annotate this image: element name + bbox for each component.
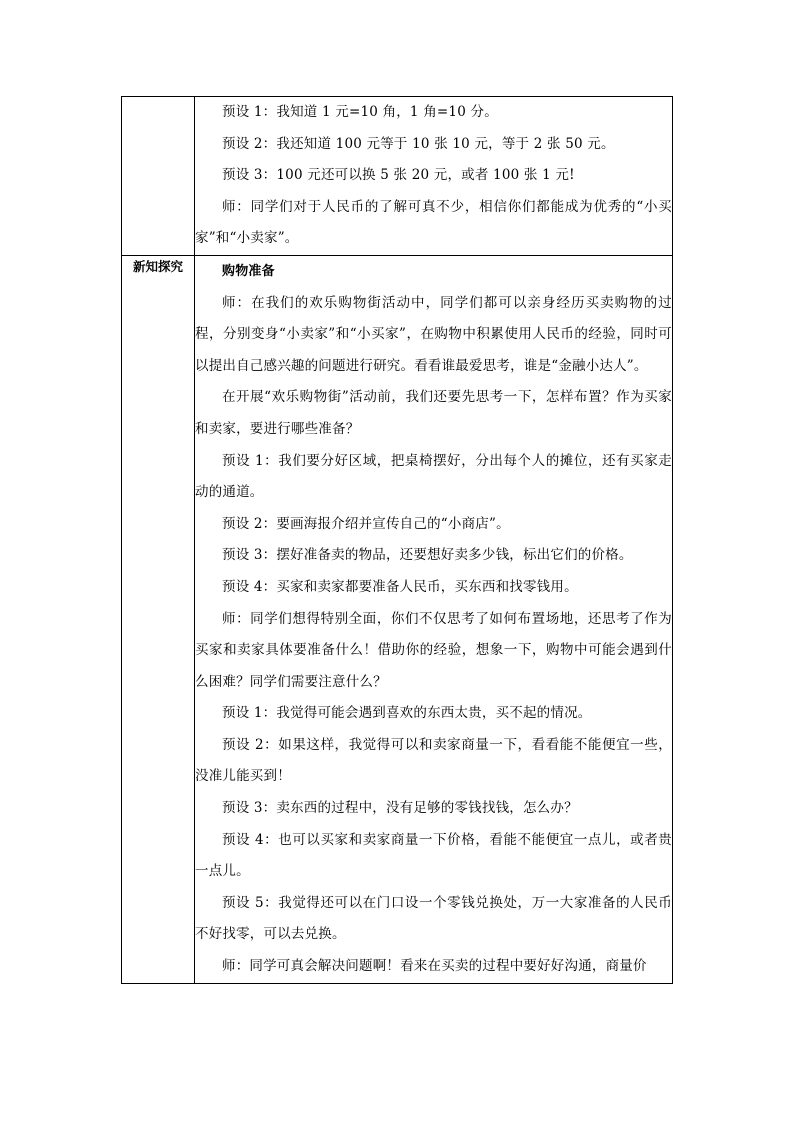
row-label-cell [122,255,195,983]
paragraph: 预设 1：我知道 1 元=10 角，1 角=10 分。 [222,104,498,120]
table-row [122,255,673,983]
paragraph: 预设 3：100 元还可以换 5 张 20 元，或者 100 张 1 元! [222,167,575,184]
section-heading: 购物准备 [222,263,275,279]
paragraph: 预设 1：我们要分好区域，把桌椅摆好，分出每个人的摊位，还有买家走动的通道。 [195,452,672,501]
paragraph: 预设 1：我觉得可能会遇到喜欢的东西太贵，买不起的情况。 [222,705,592,722]
paragraph: 师：同学们想得特别全面，你们不仅思考了如何布置场地，还思考了作为买家和卖家具体要准备什么！借助你的经验，想象一下，购物中可能会遇到什么困难？同学们需要注意什么？ [195,610,672,690]
paragraph: 师：同学可真会解决问题啊！看来在买卖的过程中要好好沟通，商量价 [222,958,647,975]
table-row [122,97,673,256]
paragraph: 师：在我们的欢乐购物街活动中，同学们都可以亲身经历买卖购物的过程，分别变身“小卖家”和“小买家”，在购物中积累使用人民币的经验，同时可以提出自己感兴趣的问题进行研究。看看谁最爱思考，谁是“金融小达人”。 [195,294,672,374]
paragraph: 预设 5：我觉得还可以在门口设一个零钱兑换处，万一大家准备的人民币不好找零，可以去兑换。 [195,894,672,943]
row-label-cell [122,97,195,256]
row-label: 新知探究 [132,258,183,274]
paragraph: 预设 2：要画海报介绍并宣传自己的“小商店”。 [222,515,510,532]
paragraph: 预设 3：卖东西的过程中，没有足够的零钱找钱，怎么办？ [222,800,578,817]
paragraph: 预设 4：也可以买家和卖家商量一下价格，看能不能便宜一点儿，或者贵一点儿。 [195,831,672,880]
paragraph: 预设 4：买家和卖家都要准备人民币，买东西和找零钱用。 [222,578,578,595]
lesson-plan-table [121,96,673,984]
paragraph: 预设 3：摆好准备卖的物品，还要想好卖多少钱，标出它们的价格。 [222,547,633,564]
paragraph: 师：同学们对于人民币的了解可真不少，相信你们都能成为优秀的“小买家”和“小卖家”。 [195,198,672,247]
row-content-cell [195,255,673,983]
paragraph: 预设 2：如果这样，我觉得可以和卖家商量一下，看看能不能便宜一些，没准儿能买到！ [195,736,672,785]
paragraph: 在开展“欢乐购物街”活动前，我们还要先思考一下，怎样布置？作为买家和卖家，要进行哪些准备？ [195,389,672,437]
paragraph: 预设 2：我还知道 100 元等于 10 张 10 元，等于 2 张 50 元。 [222,135,615,152]
row-content-cell [195,97,673,256]
